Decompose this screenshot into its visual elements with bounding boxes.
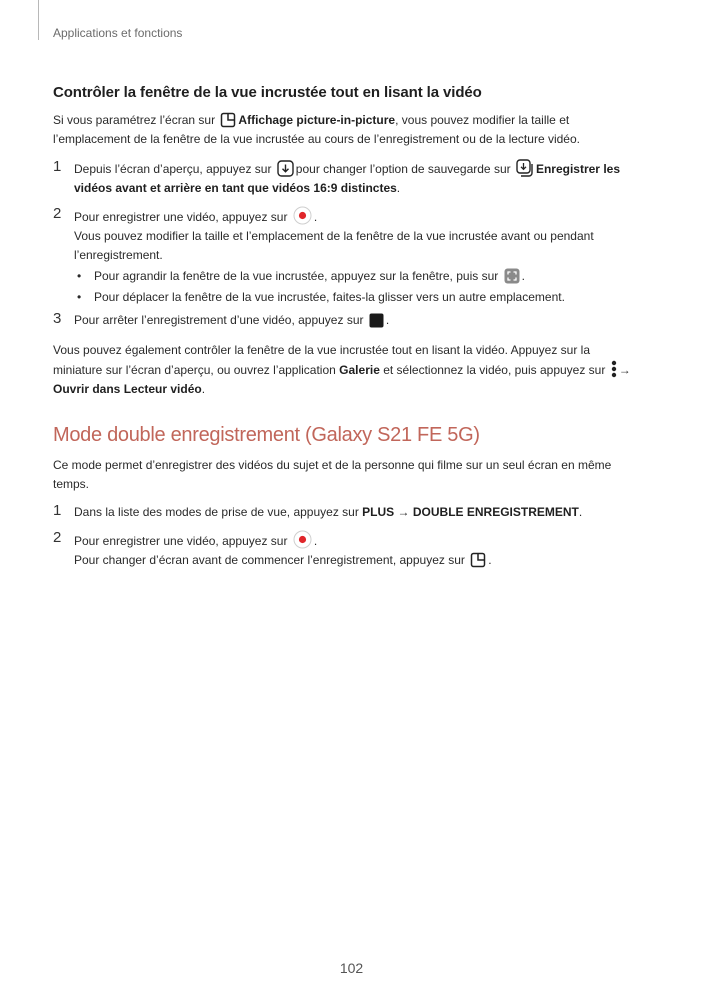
- section-header: Applications et fonctions: [53, 26, 183, 40]
- pip-intro: Si vous paramétrez l’écran sur Affichage picture-in-picture, vous pouvez modifier la taille et l’emplacement de la fenêtre de la vue incrustée au cours de l’enregistrement ou de la lecture vidéo.: [53, 113, 580, 146]
- dual-intro: Ce mode permet d’enregistrer des vidéos du sujet et de la personne qui filme sur un seul écran en même temps.: [53, 458, 612, 491]
- pip-bullet-enlarge: • Pour agrandir la fenêtre de la vue incrustée, appuyez sur la fenêtre, puis sur .: [77, 269, 525, 283]
- step-number: 2: [53, 205, 62, 222]
- save-option-icon: [277, 160, 294, 177]
- dual-step-2: 2 Pour enregistrer une vidéo, appuyez sur . Pour changer d’écran avant de commencer l’enregistrement, appuyez sur .: [53, 529, 492, 567]
- pip-step-3: 3 Pour arrêter l’enregistrement d’une vidéo, appuyez sur .: [53, 310, 390, 327]
- step-number: 3: [53, 310, 62, 327]
- record-button-icon: [293, 530, 312, 549]
- more-options-icon: [611, 360, 617, 378]
- pip-gallery-note: Vous pouvez également contrôler la fenêtre de la vue incrustée tout en lisant la vidéo. Appuyez sur la miniature sur l’écran d’aperçu, ou ouvrez l’application Galerie et sélectionnez la vidéo, puis appuyez sur → Ouvrir dans Lecteur vidéo.: [53, 343, 631, 396]
- expand-window-icon: [504, 268, 520, 284]
- pip-step-2: 2 Pour enregistrer une vidéo, appuyez sur . Vous pouvez modifier la taille et l’emplacement de la fenêtre de la vue incrustée avant ou pendant l’enregistrement.: [53, 205, 594, 262]
- pip-step-1: 1 Depuis l’écran d’aperçu, appuyez sur pour changer l’option de sauvegarde sur Enregistrer les vidéos avant et arrière en tant que vidéos 16:9 distinctes.: [53, 158, 620, 195]
- pip-view-icon: [220, 112, 236, 128]
- dual-section-title: Mode double enregistrement (Galaxy S21 FE 5G): [53, 424, 480, 446]
- record-button-icon: [293, 206, 312, 225]
- pip-bullet-move: • Pour déplacer la fenêtre de la vue incrustée, faites-la glisser vers un autre emplacement.: [77, 290, 565, 304]
- step-number: 1: [53, 158, 62, 175]
- dual-step-1: 1 Dans la liste des modes de prise de vue, appuyez sur PLUS → DOUBLE ENREGISTREMENT.: [53, 502, 583, 519]
- pip-section-title: Contrôler la fenêtre de la vue incrustée tout en lisant la vidéo: [53, 84, 482, 101]
- step-number: 1: [53, 502, 62, 519]
- step-number: 2: [53, 529, 62, 546]
- switch-screen-icon: [470, 552, 486, 568]
- header-divider: [38, 0, 39, 40]
- separate-videos-icon: [516, 159, 534, 177]
- page-number: 102: [339, 960, 364, 976]
- stop-button-icon: [369, 313, 384, 328]
